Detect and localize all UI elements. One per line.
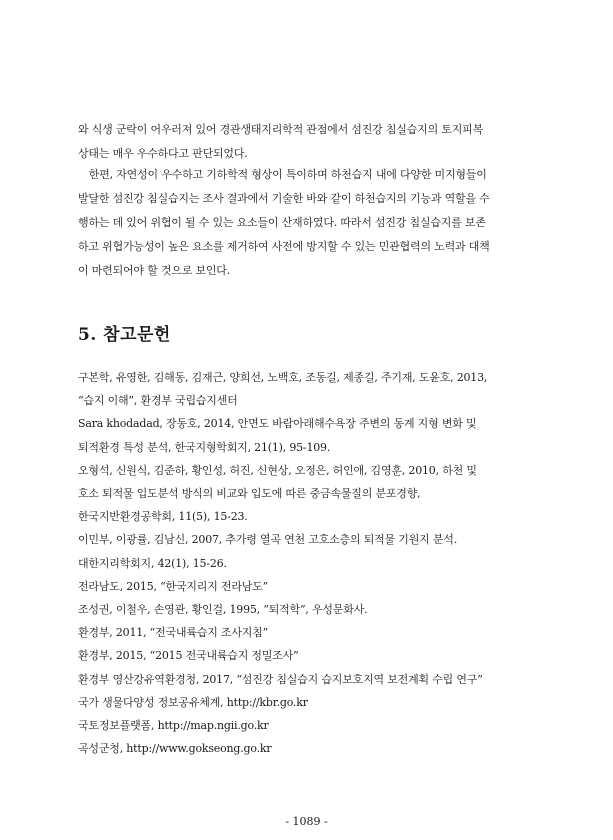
- paragraph-line: 와 식생 군락이 어우러져 있어 경관생태지리학적 관점에서 섬진강 침실습지의 토지피복: [78, 123, 484, 136]
- page-number: - 1089 -: [285, 815, 328, 828]
- reference-line: 국토정보플랫폼, http://map.ngii.go.kr: [78, 719, 269, 733]
- reference-line: 곡성군청, http://www.gokseong.go.kr: [78, 742, 272, 756]
- reference-line: 호소 퇴적물 입도분석 방식의 비교와 입도에 따른 중금속물질의 분포경향,: [78, 487, 421, 501]
- reference-line: 환경부 영산강유역환경청, 2017, “섬진강 침실습지 습지보호지역 보전계획 수립 연구”: [78, 672, 483, 686]
- reference-line: 전라남도, 2015, “한국지리지 전라남도”: [78, 579, 269, 593]
- reference-item: [78, 644, 540, 667]
- reference-line: 퇴적환경 특성 분석, 한국지형학회지, 21(1), 95-109.: [78, 440, 331, 454]
- reference-item: [78, 668, 540, 691]
- paragraph-line: 발달한 섬진강 침실습지는 조사 결과에서 기술한 바와 같이 하천습지의 기능과 역할을 수: [78, 192, 490, 205]
- reference-item: [78, 459, 540, 529]
- paragraph-line: 한편, 자연성이 우수하고 기하학적 형상이 특이하며 하천습지 내에 다양한 미지형들이: [78, 168, 487, 181]
- reference-line: Sara khodadad, 장동호, 2014, 안면도 바람아래해수욕장 주변의 동계 지형 변화 및: [78, 417, 477, 431]
- reference-line: 환경부, 2011, “전국내륙습지 조사지침”: [78, 626, 269, 640]
- reference-line: 이민부, 이광률, 김남신, 2007, 추가령 열곡 연천 고호소층의 퇴적물 기원지 분석.: [78, 533, 457, 547]
- paragraph-line: 행하는 데 있어 위협이 될 수 있는 요소들이 산재하였다. 따라서 섬진강 침실습지를 보존: [78, 216, 486, 229]
- reference-item: [78, 575, 540, 598]
- reference-line: 한국지반환경공학회, 11(5), 15-23.: [78, 510, 248, 524]
- body-paragraph-1: [78, 118, 540, 166]
- paragraph-line: 이 마련되어야 할 것으로 보인다.: [78, 264, 231, 277]
- reference-item: [78, 621, 540, 644]
- reference-line: “습지 이해”, 환경부 국립습지센터: [78, 394, 238, 408]
- reference-item: [78, 737, 540, 760]
- reference-item: [78, 598, 540, 621]
- reference-item: [78, 412, 540, 458]
- body-paragraph-2: [78, 163, 540, 283]
- section-title: 5. 참고문헌: [78, 325, 171, 345]
- reference-line: 조성권, 이철우, 손영관, 황인걸, 1995, “퇴적학”, 우성문화사.: [78, 603, 368, 617]
- reference-item: [78, 528, 540, 574]
- paragraph-line: 하고 위협가능성이 높은 요소를 제거하여 사전에 방지할 수 있는 민관협력의 노력과 대책: [78, 240, 490, 253]
- reference-list: [78, 366, 540, 760]
- reference-line: 대한지리학회지, 42(1), 15-26.: [78, 556, 227, 570]
- reference-line: 환경부, 2015, “2015 전국내륙습지 정밀조사”: [78, 649, 299, 663]
- reference-item: [78, 691, 540, 714]
- reference-item: [78, 714, 540, 737]
- reference-line: 오형석, 신원식, 김준하, 황인성, 허진, 신현상, 오정은, 허인애, 김영훈, 2010, 하천 및: [78, 463, 477, 477]
- reference-line: 구본학, 유영한, 김해동, 김재근, 양희선, 노백호, 조동길, 제종길, 주기재, 도윤호, 2013,: [78, 371, 488, 384]
- reference-item: [78, 366, 540, 412]
- reference-line: 국가 생물다양성 정보공유체계, http://kbr.go.kr: [78, 695, 308, 709]
- paragraph-line: 상태는 매우 우수하다고 판단되었다.: [78, 147, 248, 160]
